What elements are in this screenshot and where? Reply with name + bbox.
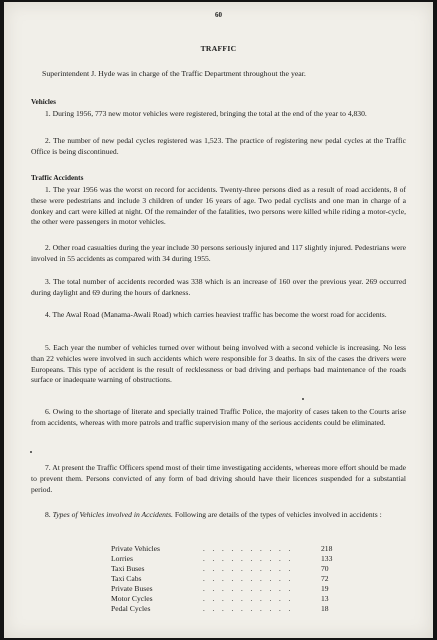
vehicle-type-label: Private Vehicles xyxy=(111,544,160,553)
vehicle-type-label: Pedal Cycles xyxy=(111,604,151,613)
accidents-heading: Traffic Accidents xyxy=(31,174,84,182)
vehicle-type-count: 13 xyxy=(321,594,329,603)
accidents-paragraph-4: 4. The Awal Road (Manama-Awali Road) which carries heaviest traffic has become the worst road for accidents. xyxy=(45,310,387,319)
leader-dots: . . . . . . . . . . xyxy=(203,575,294,583)
paragraph-8-text: Following are details of the types of vehicles involved in accidents : xyxy=(174,510,382,519)
table-row xyxy=(111,604,361,614)
paragraph-8-number: 8. xyxy=(45,510,51,519)
leader-dots: . . . . . . . . . . xyxy=(203,605,294,613)
accidents-paragraph-7: 7. At present the Traffic Officers spend most of their time investigating accidents, whereas more effort should be made to prevent them. Persons convicted of any form of bad driving should have their licences suspended for a substantial period. xyxy=(31,463,406,494)
leader-dots: . . . . . . . . . . xyxy=(203,585,294,593)
ink-speck xyxy=(302,398,304,400)
table-row xyxy=(111,574,361,584)
table-row xyxy=(111,544,361,554)
vehicle-type-label: Taxi Cabs xyxy=(111,574,142,583)
vehicles-paragraph-2: 2. The number of new pedal cycles registered was 1,523. The practice of registering new pedal cycles at the Traffic Office is being discontinued. xyxy=(31,136,406,156)
accidents-paragraph-8 xyxy=(31,510,406,521)
leader-dots: . . . . . . . . . . xyxy=(203,565,294,573)
accidents-paragraph-6: 6. Owing to the shortage of literate and specially trained Traffic Police, the majority of cases taken to the Courts arise from accidents, whereas with more patrols and traffic supervision many of the serious accidents could be eliminated. xyxy=(31,407,406,427)
table-row xyxy=(111,554,361,564)
vehicle-type-label: Lorries xyxy=(111,554,133,563)
vehicle-type-count: 133 xyxy=(321,554,333,563)
vehicle-type-label: Private Buses xyxy=(111,584,153,593)
table-row xyxy=(111,564,361,574)
page-title: TRAFFIC xyxy=(200,44,237,53)
accidents-paragraph-5: 5. Each year the number of vehicles turned over without being involved with a second vehicle is increasing. No less than 22 vehicles were involved in such accidents which were responsible for 3 deaths. In six of the cases the drivers were Europeans. This type of accident is the result of recklessness or bad driving and perhaps bad maintenance of the roads surface or inadequate warning of obstructions. xyxy=(31,343,406,385)
vehicle-type-count: 70 xyxy=(321,564,329,573)
vehicle-types-table xyxy=(111,544,361,614)
vehicle-type-count: 218 xyxy=(321,544,333,553)
table-row xyxy=(111,584,361,594)
leader-dots: . . . . . . . . . . xyxy=(203,595,294,603)
intro-paragraph: Superintendent J. Hyde was in charge of the Traffic Department throughout the year. xyxy=(42,69,306,78)
page-number: 60 xyxy=(215,11,222,19)
ink-speck xyxy=(30,451,32,453)
accidents-paragraph-2: 2. Other road casualties during the year include 30 persons seriously injured and 117 slightly injured. Pedestrians were involved in 55 accidents as compared with 34 during 1955. xyxy=(31,243,406,263)
accidents-paragraph-3: 3. The total number of accidents recorded was 338 which is an increase of 160 over the previous year. 269 occurred during daylight and 69 during the hours of darkness. xyxy=(31,277,406,297)
vehicle-type-count: 72 xyxy=(321,574,329,583)
vehicles-paragraph-1: 1. During 1956, 773 new motor vehicles were registered, bringing the total at the end of the year to 4,830. xyxy=(45,109,367,118)
vehicle-type-label: Motor Cycles xyxy=(111,594,153,603)
paragraph-8-title: Types of Vehicles involved in Accidents. xyxy=(52,510,173,519)
leader-dots: . . . . . . . . . . xyxy=(203,555,294,563)
vehicle-type-count: 18 xyxy=(321,604,329,613)
vehicles-heading: Vehicles xyxy=(31,98,56,106)
vehicle-type-label: Taxi Buses xyxy=(111,564,145,573)
document-page xyxy=(4,2,433,638)
vehicle-type-count: 19 xyxy=(321,584,329,593)
leader-dots: . . . . . . . . . . xyxy=(203,545,294,553)
accidents-paragraph-1: 1. The year 1956 was the worst on record for accidents. Twenty-three persons died as a result of road accidents, 8 of these were pedestrians and include 3 children of under 16 years of age. Two pedal cyclists and one man in charge of a donkey and cart were killed at night. Of the remainder of the fatalities, two persons were killed while riding a motor-cycle, the other were passengers in motor vehicles. xyxy=(31,185,406,227)
table-row xyxy=(111,594,361,604)
